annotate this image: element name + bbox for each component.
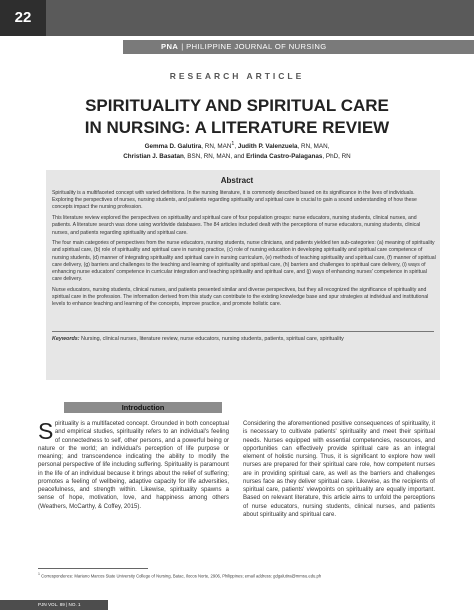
footnote-divider [38,568,148,569]
author-name: Gemma D. Galutira [144,143,202,151]
abstract-paragraph: Nurse educators, nursing students, clinical nurses, and patients presented similar and diverse perspectives, but they all recognized the significance of spirituality and spiritual care in the profession. The information derived from this study can contribute to the existing knowledge base and spur strategies at individual and institutional levels to enhance teaching and learning of the concepts, improve practice, and promote holistic care. [52,286,429,308]
abstract-divider [52,331,434,332]
footnote [38,572,438,578]
abstract-heading: Abstract [220,176,254,185]
body-column-right [243,420,435,519]
author-list [0,140,474,161]
intro-paragraph-left: pirituality is a multifaceted concept. Grounded in both conceptual and empirical studies, spirituality refers to an individual's feeling of connectedness to self, other persons, and a powerful being or nature or the world; an individual's perception of life purpose or meaning; and transcendence indicating the ability to modify the personal perspective of life including suffering. Spirituality is paramount in the life of an individual because it brings about the relief of suffering; promotes a feeling of wellbeing, adaptive capacity for life adversities, peacefulness, and strength within. Likewise, spirituality spawns a sense of hope, motivation, love, and happiness among others (Weathers, McCarthy, & Coffey, 2015). [38,421,229,510]
journal-name: | PHILIPPINE JOURNAL OF NURSING [181,42,327,51]
author-affiliation-mark: 1 [231,141,235,147]
footnote-mark: 1 [38,572,40,576]
abstract-paragraph: This literature review explored the perspectives on spirituality and spiritual care of four population groups: nurse educators, nursing students, clinical nurses, and patients. A literature search was done using worldwide databases. The 84 articles included dealt with the perceptions of nurse educators, nursing students, clinical nurses, and patients regarding spirituality and spiritual care. [52,215,421,236]
body-column-left [38,417,229,511]
author-name: Judith P. Valenzuela [237,143,298,151]
abstract-body [52,190,436,312]
intro-paragraph-right: Considering the aforementioned positive consequences of spirituality, it is necessary to cultivate patients' spirituality and meet their spiritual needs. Nurses equipped with essential competencies, resources, and opportunities can effectively provide spiritual care as an integral element of holistic nursing. Thus, it is significant to explore how well nurses are prepared for their spiritual care role, how competent nurses are in providing spiritual care, as well as the barriers and challenges nurses face as they deliver spiritual care. Likewise, as the recipients of spiritual care, patients' viewpoints on spirituality are equally important. Based on relevant literature, this article aims to unfold the perceptions of nurse educators, nursing students, clinical nurses, and patients about spirituality and spiritual care. [243,421,435,518]
keywords-label: Keywords: [52,336,80,342]
author-line-1 [0,140,474,152]
title-line-2: IN NURSING: A LITERATURE REVIEW [84,118,390,137]
author-name: Erlinda Castro-Palaganas [246,152,323,160]
title-line-1: SPIRITUALITY AND SPIRITUAL CARE [85,96,389,115]
page-number: 22 [0,0,46,36]
keywords-list: Nursing, clinical nurses, literature review, nurse educators, nursing students, patients, spiritual care, spirituality [79,336,344,342]
author-credentials: , BSN, RN, MAN, and [183,152,247,160]
author-name: Christian J. Basatan [123,152,184,160]
article-type: RESEARCH ARTICLE [169,71,305,81]
article-title [0,95,474,139]
footer-volume: PJN VOL. 89 | NO. 1 [0,600,108,610]
section-heading-introduction: Introduction [64,402,222,413]
abstract-paragraph: The four main categories of perspectives from the nurse educators, nursing students, nurse clinicians, and patients yielded ten sub-categories: (a) meaning of spirituality and spiritual care, (b) role of spirituality and spiritual care in nursing practice, (c) role of nursing education in developing spirituality and spiritual care competence of nursing students, (d) manner of integrating spirituality and spiritual care in nursing curriculum, (e) methods of teaching spirituality and spiritual care, (f) manner of spiritual care delivery, (g) barriers and challenges to the teaching and learning of spirituality and spiritual care, (h) barriers and challenges to spiritual care delivery, (i) ways of enhancing nurse educators' competence in curricular integration and teaching spirituality and spiritual care, and (j) ways of enhancing nurses' competence in spiritual care delivery. [52,240,436,283]
author-line-2 [0,152,474,162]
author-credentials: , PhD, RN [322,152,351,160]
author-credentials: , RN, MAN, [297,143,330,151]
drop-cap: S [38,417,54,444]
header-stripe [0,0,474,36]
journal-abbrev: PNA [161,42,179,51]
author-separator: , [234,143,238,151]
keywords [52,336,436,343]
journal-banner [123,40,474,54]
footnote-text: Correspondence: Mariano Marcos State University College of Nursing, Batac, Ilocos Norte, 2906, Philippines; email address: gdgalutira@mmsu.edu.ph [39,573,322,579]
abstract-paragraph: Spirituality is a multifaceted concept with varied definitions. In the nursing literature, it is commonly described based on its significance in the lives of individuals. Exploring the perspectives of nurses, nursing students, and patients regarding spirituality and spiritual care is crucial to gain a sound understanding of how these concepts impact the nursing profession. [52,190,417,211]
author-credentials: , RN, MAN [201,143,232,151]
